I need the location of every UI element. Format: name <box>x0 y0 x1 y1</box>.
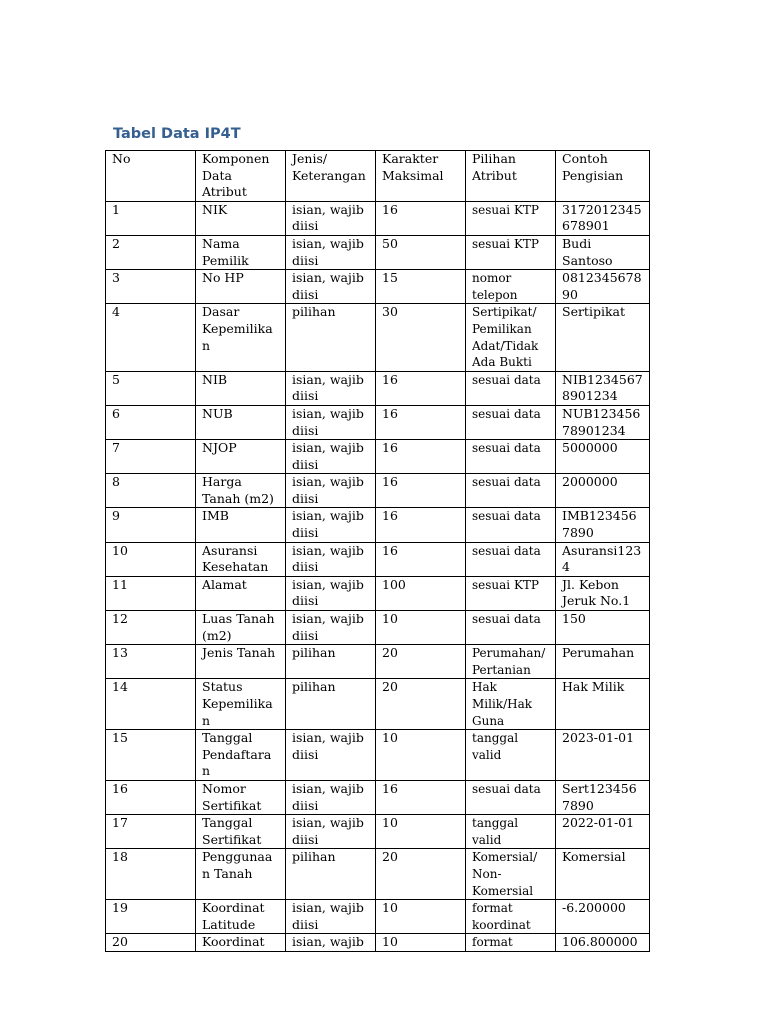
cell-contoh: 5000000 <box>556 440 650 474</box>
cell-pilihan: Komersial/ Non- Komersial <box>466 849 556 900</box>
cell-contoh: Hak Milik <box>556 679 650 730</box>
cell-karakter: 16 <box>376 542 466 576</box>
cell-karakter: 16 <box>376 780 466 814</box>
cell-no: 17 <box>106 815 196 849</box>
cell-karakter: 30 <box>376 304 466 371</box>
cell-jenis: isian, wajib <box>286 934 376 952</box>
cell-pilihan: sesuai data <box>466 780 556 814</box>
table-row <box>106 645 650 679</box>
cell-karakter: 20 <box>376 849 466 900</box>
cell-jenis: isian, wajib diisi <box>286 474 376 508</box>
header-jenis: Jenis/ Keterangan <box>286 151 376 202</box>
cell-jenis: isian, wajib diisi <box>286 730 376 781</box>
table-row <box>106 730 650 781</box>
table-row <box>106 611 650 645</box>
cell-no: 11 <box>106 576 196 610</box>
cell-no: 12 <box>106 611 196 645</box>
table-row <box>106 780 650 814</box>
cell-karakter: 10 <box>376 611 466 645</box>
cell-pilihan: sesuai data <box>466 542 556 576</box>
header-row <box>106 151 650 202</box>
cell-jenis: isian, wajib diisi <box>286 780 376 814</box>
cell-karakter: 16 <box>376 474 466 508</box>
cell-contoh: 2000000 <box>556 474 650 508</box>
table-row <box>106 934 650 952</box>
cell-contoh: Komersial <box>556 849 650 900</box>
cell-komponen: Nomor Sertifikat <box>196 780 286 814</box>
cell-contoh: IMB123456 7890 <box>556 508 650 542</box>
cell-pilihan: sesuai KTP <box>466 235 556 269</box>
cell-pilihan: sesuai data <box>466 371 556 405</box>
table-header <box>106 151 650 202</box>
cell-no: 9 <box>106 508 196 542</box>
cell-no: 5 <box>106 371 196 405</box>
cell-pilihan: sesuai KTP <box>466 201 556 235</box>
cell-jenis: isian, wajib diisi <box>286 440 376 474</box>
header-komponen: Komponen Data Atribut <box>196 151 286 202</box>
cell-komponen: Asuransi Kesehatan <box>196 542 286 576</box>
cell-contoh: Asuransi123 4 <box>556 542 650 576</box>
cell-jenis: isian, wajib diisi <box>286 371 376 405</box>
cell-no: 2 <box>106 235 196 269</box>
cell-contoh: 150 <box>556 611 650 645</box>
cell-karakter: 10 <box>376 900 466 934</box>
cell-komponen: Status Kepemilikan <box>196 679 286 730</box>
cell-pilihan: sesuai data <box>466 405 556 439</box>
cell-contoh: 2022-01-01 <box>556 815 650 849</box>
cell-karakter: 10 <box>376 934 466 952</box>
cell-pilihan: sesuai data <box>466 474 556 508</box>
cell-no: 13 <box>106 645 196 679</box>
cell-karakter: 16 <box>376 405 466 439</box>
cell-komponen: Harga Tanah (m2) <box>196 474 286 508</box>
cell-jenis: isian, wajib diisi <box>286 542 376 576</box>
cell-komponen: NUB <box>196 405 286 439</box>
cell-komponen: IMB <box>196 508 286 542</box>
header-no: No <box>106 151 196 202</box>
cell-pilihan: nomor telepon <box>466 270 556 304</box>
cell-komponen: NJOP <box>196 440 286 474</box>
cell-contoh: Perumahan <box>556 645 650 679</box>
cell-pilihan: Perumahan/ Pertanian <box>466 645 556 679</box>
table-row <box>106 405 650 439</box>
header-contoh: Contoh Pengisian <box>556 151 650 202</box>
cell-no: 18 <box>106 849 196 900</box>
table-row <box>106 201 650 235</box>
cell-pilihan: format <box>466 934 556 952</box>
table-row <box>106 679 650 730</box>
cell-karakter: 20 <box>376 645 466 679</box>
cell-komponen: Alamat <box>196 576 286 610</box>
cell-jenis: isian, wajib diisi <box>286 611 376 645</box>
cell-karakter: 16 <box>376 201 466 235</box>
cell-komponen: NIB <box>196 371 286 405</box>
table-row <box>106 440 650 474</box>
table-row <box>106 576 650 610</box>
ip4t-data-table <box>105 150 650 952</box>
cell-jenis: isian, wajib diisi <box>286 201 376 235</box>
cell-pilihan: tanggal valid <box>466 730 556 781</box>
cell-komponen: Koordinat Latitude <box>196 900 286 934</box>
cell-komponen: Tanggal Pendaftaran <box>196 730 286 781</box>
cell-contoh: 106.800000 <box>556 934 650 952</box>
cell-pilihan: Sertipikat/ Pemilikan Adat/Tidak Ada Bukti <box>466 304 556 371</box>
cell-karakter: 16 <box>376 440 466 474</box>
cell-karakter: 15 <box>376 270 466 304</box>
cell-no: 1 <box>106 201 196 235</box>
cell-komponen: Koordinat <box>196 934 286 952</box>
cell-karakter: 16 <box>376 371 466 405</box>
cell-karakter: 20 <box>376 679 466 730</box>
header-karakter: Karakter Maksimal <box>376 151 466 202</box>
cell-no: 8 <box>106 474 196 508</box>
cell-contoh: Sert123456 7890 <box>556 780 650 814</box>
cell-pilihan: sesuai KTP <box>466 576 556 610</box>
cell-no: 6 <box>106 405 196 439</box>
cell-contoh: -6.200000 <box>556 900 650 934</box>
table-row <box>106 900 650 934</box>
cell-no: 19 <box>106 900 196 934</box>
cell-no: 10 <box>106 542 196 576</box>
cell-jenis: pilihan <box>286 304 376 371</box>
table-row <box>106 815 650 849</box>
cell-no: 4 <box>106 304 196 371</box>
cell-contoh: NIB1234567 8901234 <box>556 371 650 405</box>
cell-jenis: pilihan <box>286 645 376 679</box>
cell-no: 16 <box>106 780 196 814</box>
table-row <box>106 542 650 576</box>
cell-pilihan: sesuai data <box>466 611 556 645</box>
cell-karakter: 100 <box>376 576 466 610</box>
cell-contoh: 0812345678 90 <box>556 270 650 304</box>
cell-no: 7 <box>106 440 196 474</box>
cell-jenis: isian, wajib diisi <box>286 900 376 934</box>
cell-komponen: Dasar Kepemilikan <box>196 304 286 371</box>
cell-karakter: 50 <box>376 235 466 269</box>
cell-jenis: pilihan <box>286 679 376 730</box>
cell-no: 20 <box>106 934 196 952</box>
table-row <box>106 270 650 304</box>
cell-contoh: 2023-01-01 <box>556 730 650 781</box>
cell-karakter: 10 <box>376 730 466 781</box>
table-row <box>106 849 650 900</box>
cell-contoh: 3172012345 678901 <box>556 201 650 235</box>
cell-no: 15 <box>106 730 196 781</box>
cell-contoh: Budi Santoso <box>556 235 650 269</box>
cell-jenis: isian, wajib diisi <box>286 508 376 542</box>
cell-no: 14 <box>106 679 196 730</box>
table-row <box>106 235 650 269</box>
cell-contoh: NUB123456 78901234 <box>556 405 650 439</box>
table-row <box>106 474 650 508</box>
cell-pilihan: tanggal valid <box>466 815 556 849</box>
table-body <box>106 201 650 951</box>
cell-komponen: No HP <box>196 270 286 304</box>
cell-jenis: pilihan <box>286 849 376 900</box>
cell-contoh: Sertipikat <box>556 304 650 371</box>
cell-pilihan: format koordinat <box>466 900 556 934</box>
cell-jenis: isian, wajib diisi <box>286 405 376 439</box>
table-row <box>106 371 650 405</box>
cell-jenis: isian, wajib diisi <box>286 576 376 610</box>
cell-jenis: isian, wajib diisi <box>286 270 376 304</box>
cell-contoh: Jl. Kebon Jeruk No.1 <box>556 576 650 610</box>
header-pilihan: Pilihan Atribut <box>466 151 556 202</box>
cell-pilihan: Hak Milik/Hak Guna <box>466 679 556 730</box>
cell-komponen: Penggunaan Tanah <box>196 849 286 900</box>
page-title: Tabel Data IP4T <box>113 126 241 142</box>
cell-jenis: isian, wajib diisi <box>286 235 376 269</box>
table-row <box>106 304 650 371</box>
cell-komponen: Nama Pemilik <box>196 235 286 269</box>
cell-komponen: Tanggal Sertifikat <box>196 815 286 849</box>
table-row <box>106 508 650 542</box>
cell-komponen: Luas Tanah (m2) <box>196 611 286 645</box>
cell-komponen: Jenis Tanah <box>196 645 286 679</box>
cell-jenis: isian, wajib diisi <box>286 815 376 849</box>
cell-komponen: NIK <box>196 201 286 235</box>
cell-pilihan: sesuai data <box>466 440 556 474</box>
cell-karakter: 16 <box>376 508 466 542</box>
cell-no: 3 <box>106 270 196 304</box>
cell-pilihan: sesuai data <box>466 508 556 542</box>
cell-karakter: 10 <box>376 815 466 849</box>
